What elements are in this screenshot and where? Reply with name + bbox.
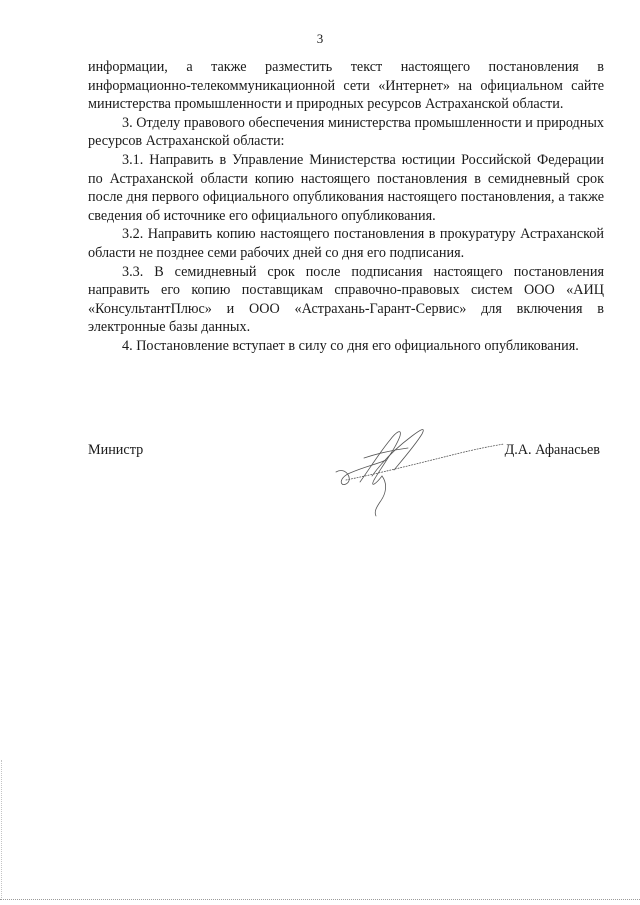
paragraph-item-4: 4. Постановление вступает в силу со дня его официального опубликования. — [122, 337, 579, 354]
scan-edge-bottom — [0, 899, 640, 901]
signatory-title: Министр — [88, 442, 144, 458]
scan-edge-left — [1, 760, 3, 900]
handwritten-signature — [316, 410, 516, 520]
paragraph-item-3-1: 3.1. Направить в Управление Министерства юстиции Российской Федерации по Астраханской области копию настоящего постановления в семидневный срок после дня первого официального опубликования настоящего постановления, а также сведения об источнике его официального опубликования. — [88, 151, 604, 224]
paragraph-item-3-3: 3.3. В семидневный срок после подписания настоящего постановления направить его копию поставщикам справочно-правовых систем ООО «АИЦ «КонсультантПлюс» и ООО «Астрахань-Гарант-Сервис» для включения в электронные базы данных. — [88, 263, 604, 336]
page-number: 3 — [316, 31, 324, 46]
signature-block — [88, 440, 604, 530]
signatory-name: Д.А. Афанасьев — [504, 442, 600, 458]
document-body — [88, 58, 604, 356]
paragraph-item-3: 3. Отделу правового обеспечения министерства промышленности и природных ресурсов Астраханской области: — [88, 114, 604, 150]
paragraph-continuation: информации, а также разместить текст настоящего постановления в информационно-телекоммуникационной сети «Интернет» на официальном сайте министерства промышленности и природных ресурсов Астраханской области. — [88, 59, 604, 113]
paragraph-item-3-2: 3.2. Направить копию настоящего постановления в прокуратуру Астраханской области не позднее семи рабочих дней со дня его подписания. — [88, 226, 604, 261]
